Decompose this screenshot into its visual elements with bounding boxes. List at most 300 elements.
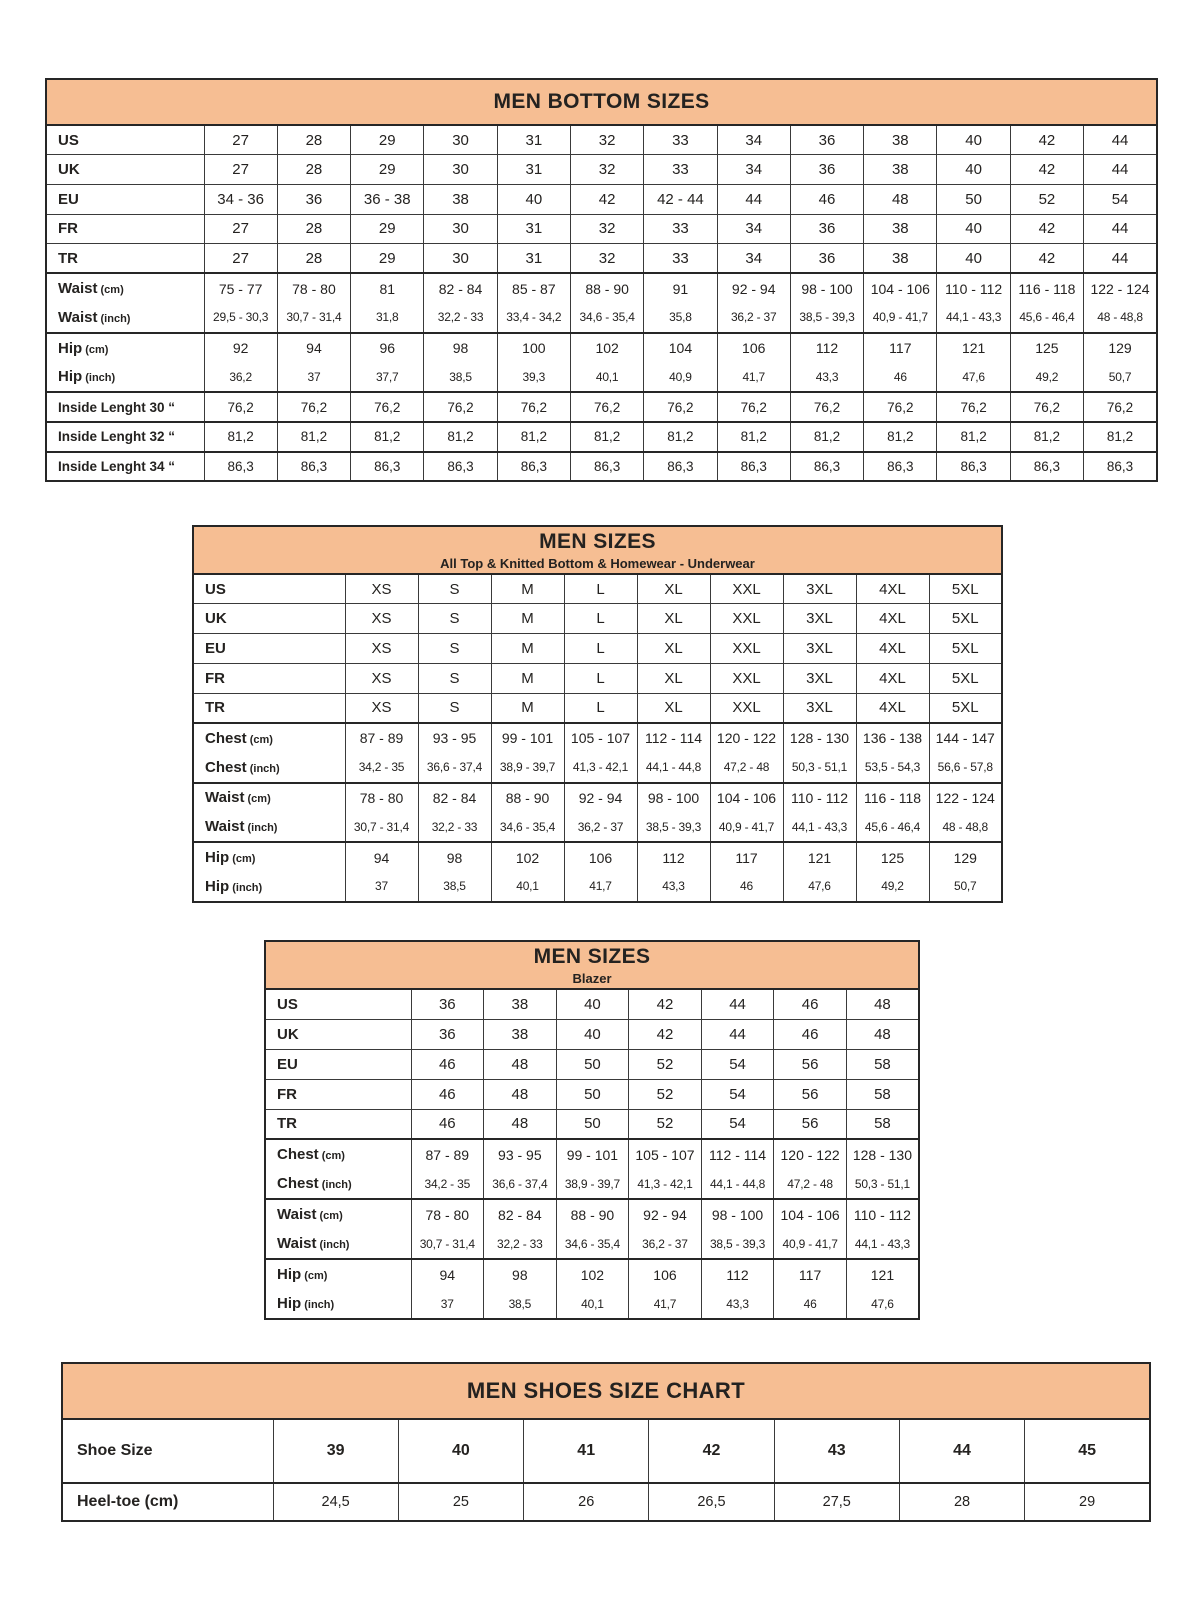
size-cell: 42 <box>629 989 702 1019</box>
size-cell: 40 <box>556 1019 629 1049</box>
size-cell: 81,2 <box>424 422 497 452</box>
table-row <box>193 693 1002 723</box>
table-row <box>46 392 1157 422</box>
table-header-row <box>193 526 1002 574</box>
table-row <box>46 303 1157 333</box>
size-cell: 40,1 <box>491 872 564 902</box>
size-cell: 86,3 <box>644 452 717 482</box>
size-cell: XS <box>345 693 418 723</box>
size-cell: 38 <box>424 184 497 214</box>
size-cell: XL <box>637 604 710 634</box>
table-row <box>265 1199 919 1229</box>
size-cell: 50,3 - 51,1 <box>846 1169 919 1199</box>
size-cell: S <box>418 693 491 723</box>
row-label: EU <box>193 634 345 664</box>
size-cell: 47,2 - 48 <box>774 1169 847 1199</box>
table-title: MEN SHOES SIZE CHART <box>466 1378 746 1403</box>
size-cell: 129 <box>929 842 1002 872</box>
size-cell: 26,5 <box>649 1483 774 1521</box>
size-cell: 44,1 - 43,3 <box>783 812 856 842</box>
size-cell: 86,3 <box>424 452 497 482</box>
size-cell: 30 <box>424 125 497 155</box>
size-cell: 4XL <box>856 604 929 634</box>
size-cell: 3XL <box>783 693 856 723</box>
size-cell: 38,9 - 39,7 <box>556 1169 629 1199</box>
size-cell: 36 <box>411 1019 484 1049</box>
table-body <box>193 574 1002 902</box>
size-cell: XS <box>345 634 418 664</box>
men-shoes-size-chart-table <box>61 1362 1151 1522</box>
size-cell: M <box>491 574 564 604</box>
size-cell: XL <box>637 574 710 604</box>
size-cell: 38,9 - 39,7 <box>491 753 564 783</box>
size-cell: 44,1 - 43,3 <box>846 1229 919 1259</box>
size-cell: 117 <box>710 842 783 872</box>
size-cell: 87 - 89 <box>411 1139 484 1169</box>
size-cell: XL <box>637 693 710 723</box>
size-cell: 40 <box>497 184 570 214</box>
row-label: Waist (inch) <box>193 812 345 842</box>
size-cell: 32 <box>570 244 643 274</box>
table-body <box>62 1419 1150 1521</box>
size-cell: 37 <box>277 363 350 393</box>
size-cell: 32 <box>570 214 643 244</box>
size-cell: 50,3 - 51,1 <box>783 753 856 783</box>
size-cell: 81,2 <box>570 422 643 452</box>
size-cell: 94 <box>345 842 418 872</box>
size-cell: 112 - 114 <box>701 1139 774 1169</box>
row-label: Waist (cm) <box>193 783 345 813</box>
size-cell: 26 <box>524 1483 649 1521</box>
size-cell: S <box>418 663 491 693</box>
row-label: FR <box>46 214 204 244</box>
size-cell: 86,3 <box>1084 452 1157 482</box>
table-row <box>46 125 1157 155</box>
table-row <box>46 184 1157 214</box>
table-row <box>62 1419 1150 1483</box>
size-cell: 144 - 147 <box>929 723 1002 753</box>
size-cell: 50 <box>556 1109 629 1139</box>
row-label: Chest (cm) <box>193 723 345 753</box>
size-cell: 36 <box>411 989 484 1019</box>
size-cell: L <box>564 574 637 604</box>
size-cell: 34,2 - 35 <box>345 753 418 783</box>
size-cell: 92 - 94 <box>717 273 790 303</box>
size-cell: 47,6 <box>937 363 1010 393</box>
size-cell: 54 <box>701 1109 774 1139</box>
row-label: EU <box>46 184 204 214</box>
size-cell: 5XL <box>929 604 1002 634</box>
table-title: MEN SIZES <box>539 529 656 553</box>
size-cell: 46 <box>864 363 937 393</box>
size-cell: 56 <box>774 1079 847 1109</box>
size-cell: 29 <box>1025 1483 1150 1521</box>
size-cell: 28 <box>277 244 350 274</box>
size-cell: 40 <box>937 214 1010 244</box>
size-cell: 99 - 101 <box>556 1139 629 1169</box>
table-row <box>193 604 1002 634</box>
size-cell: 38 <box>484 1019 557 1049</box>
size-cell: 82 - 84 <box>484 1199 557 1229</box>
size-cell: XL <box>637 634 710 664</box>
size-cell: 29,5 - 30,3 <box>204 303 277 333</box>
size-cell: 4XL <box>856 634 929 664</box>
men-sizes-blazer-section <box>264 940 920 1320</box>
size-cell: 81,2 <box>497 422 570 452</box>
size-cell: 42 <box>1010 214 1083 244</box>
size-cell: 43,3 <box>790 363 863 393</box>
size-cell: 42 <box>570 184 643 214</box>
men-bottom-sizes-section <box>45 78 1158 482</box>
size-cell: 33 <box>644 214 717 244</box>
size-cell: 81,2 <box>351 422 424 452</box>
size-cell: 4XL <box>856 663 929 693</box>
size-cell: L <box>564 663 637 693</box>
size-cell: 37,7 <box>351 363 424 393</box>
size-cell: 76,2 <box>424 392 497 422</box>
size-cell: 50,7 <box>1084 363 1157 393</box>
table-row <box>265 1259 919 1289</box>
size-cell: 88 - 90 <box>570 273 643 303</box>
size-cell: 76,2 <box>1084 392 1157 422</box>
size-cell: 5XL <box>929 663 1002 693</box>
size-cell: 40,9 <box>644 363 717 393</box>
size-cell: 100 <box>497 333 570 363</box>
size-cell: 76,2 <box>351 392 424 422</box>
size-cell: 81,2 <box>717 422 790 452</box>
size-cell: 76,2 <box>717 392 790 422</box>
size-cell: 30,7 - 31,4 <box>345 812 418 842</box>
size-cell: 40 <box>556 989 629 1019</box>
size-cell: 4XL <box>856 574 929 604</box>
size-cell: 27 <box>204 244 277 274</box>
size-cell: 43,3 <box>637 872 710 902</box>
size-cell: 106 <box>717 333 790 363</box>
size-cell: 39 <box>273 1419 398 1483</box>
size-cell: 98 - 100 <box>637 783 710 813</box>
size-cell: 78 - 80 <box>345 783 418 813</box>
size-cell: 48 <box>846 1019 919 1049</box>
size-cell: 38 <box>864 214 937 244</box>
size-cell: 76,2 <box>864 392 937 422</box>
row-label: UK <box>265 1019 411 1049</box>
table-row <box>193 663 1002 693</box>
row-label: Waist (inch) <box>46 303 204 333</box>
size-cell: 120 - 122 <box>710 723 783 753</box>
size-cell: 43 <box>774 1419 899 1483</box>
size-cell: 112 - 114 <box>637 723 710 753</box>
size-cell: 38,5 <box>484 1289 557 1319</box>
table-body <box>46 125 1157 481</box>
size-cell: 129 <box>1084 333 1157 363</box>
size-cell: 46 <box>411 1079 484 1109</box>
size-cell: 96 <box>351 333 424 363</box>
row-label: TR <box>46 244 204 274</box>
size-cell: 36 <box>790 244 863 274</box>
size-cell: 86,3 <box>717 452 790 482</box>
size-cell: 40 <box>937 244 1010 274</box>
row-label: TR <box>265 1109 411 1139</box>
row-label: Waist (inch) <box>265 1229 411 1259</box>
size-cell: 3XL <box>783 663 856 693</box>
size-cell: 36 <box>277 184 350 214</box>
table-row <box>193 842 1002 872</box>
size-cell: 88 - 90 <box>491 783 564 813</box>
size-cell: XXL <box>710 693 783 723</box>
row-label: US <box>46 125 204 155</box>
size-cell: 117 <box>774 1259 847 1289</box>
men-sizes-top-table <box>192 525 1003 903</box>
size-cell: 27 <box>204 125 277 155</box>
size-cell: 34,6 - 35,4 <box>570 303 643 333</box>
size-cell: 76,2 <box>570 392 643 422</box>
size-cell: 38 <box>864 125 937 155</box>
size-cell: 37 <box>411 1289 484 1319</box>
size-cell: 117 <box>864 333 937 363</box>
size-cell: 40,1 <box>556 1289 629 1319</box>
size-cell: 46 <box>774 1019 847 1049</box>
size-cell: XXL <box>710 574 783 604</box>
size-cell: M <box>491 634 564 664</box>
size-cell: 31 <box>497 155 570 185</box>
size-cell: L <box>564 634 637 664</box>
size-cell: 52 <box>1010 184 1083 214</box>
row-label: FR <box>193 663 345 693</box>
size-cell: 81,2 <box>1010 422 1083 452</box>
size-cell: 46 <box>710 872 783 902</box>
size-cell: M <box>491 663 564 693</box>
size-cell: 53,5 - 54,3 <box>856 753 929 783</box>
size-cell: 81,2 <box>790 422 863 452</box>
size-cell: 42 <box>1010 125 1083 155</box>
row-label: Hip (cm) <box>193 842 345 872</box>
size-cell: 30,7 - 31,4 <box>277 303 350 333</box>
size-cell: 42 <box>1010 244 1083 274</box>
size-cell: 30 <box>424 244 497 274</box>
size-cell: 34,6 - 35,4 <box>556 1229 629 1259</box>
size-cell: 46 <box>790 184 863 214</box>
size-cell: 110 - 112 <box>937 273 1010 303</box>
size-cell: 112 <box>701 1259 774 1289</box>
size-cell: 128 - 130 <box>846 1139 919 1169</box>
size-cell: 125 <box>1010 333 1083 363</box>
table-row <box>46 452 1157 482</box>
size-cell: 75 - 77 <box>204 273 277 303</box>
size-cell: 30 <box>424 155 497 185</box>
size-cell: 44 <box>701 1019 774 1049</box>
size-cell: 3XL <box>783 574 856 604</box>
size-cell: 3XL <box>783 634 856 664</box>
table-row <box>265 1109 919 1139</box>
size-cell: 44,1 - 43,3 <box>937 303 1010 333</box>
size-cell: 38,5 - 39,3 <box>701 1229 774 1259</box>
size-cell: 76,2 <box>497 392 570 422</box>
size-cell: 81,2 <box>204 422 277 452</box>
size-cell: 33 <box>644 155 717 185</box>
size-cell: 27 <box>204 155 277 185</box>
size-cell: 48 <box>846 989 919 1019</box>
table-row <box>265 989 919 1019</box>
table-title: MEN SIZES <box>533 944 651 968</box>
table-title: MEN BOTTOM SIZES <box>493 90 710 113</box>
table-row <box>265 1049 919 1079</box>
size-cell: 78 - 80 <box>277 273 350 303</box>
size-cell: L <box>564 604 637 634</box>
size-cell: 58 <box>846 1079 919 1109</box>
table-row <box>46 155 1157 185</box>
row-label: Hip (inch) <box>265 1289 411 1319</box>
size-cell: 120 - 122 <box>774 1139 847 1169</box>
size-cell: 94 <box>411 1259 484 1289</box>
size-cell: 28 <box>277 125 350 155</box>
size-cell: 48 <box>484 1079 557 1109</box>
row-label: UK <box>193 604 345 634</box>
size-cell: 50 <box>937 184 1010 214</box>
size-cell: 29 <box>351 155 424 185</box>
size-cell: 52 <box>629 1049 702 1079</box>
table-row <box>46 363 1157 393</box>
size-cell: 38 <box>484 989 557 1019</box>
table-header-row <box>62 1363 1150 1419</box>
size-cell: 32 <box>570 125 643 155</box>
size-cell: M <box>491 693 564 723</box>
size-cell: 81 <box>351 273 424 303</box>
row-label: TR <box>193 693 345 723</box>
size-cell: 76,2 <box>204 392 277 422</box>
size-cell: 76,2 <box>937 392 1010 422</box>
size-cell: 38,5 <box>424 363 497 393</box>
row-label: UK <box>46 155 204 185</box>
size-cell: 40 <box>937 125 1010 155</box>
size-cell: 38,5 - 39,3 <box>637 812 710 842</box>
size-cell: 58 <box>846 1049 919 1079</box>
size-cell: 44 <box>1084 244 1157 274</box>
size-cell: 44 <box>899 1419 1024 1483</box>
size-cell: S <box>418 604 491 634</box>
size-cell: 27,5 <box>774 1483 899 1521</box>
size-cell: 92 <box>204 333 277 363</box>
size-cell: 36 <box>790 214 863 244</box>
size-cell: 27 <box>204 214 277 244</box>
size-cell: 44 <box>1084 214 1157 244</box>
table-row <box>265 1019 919 1049</box>
size-cell: 91 <box>644 273 717 303</box>
size-cell: 102 <box>491 842 564 872</box>
size-cell: 48 <box>484 1109 557 1139</box>
size-cell: 33,4 - 34,2 <box>497 303 570 333</box>
size-cell: 81,2 <box>644 422 717 452</box>
row-label: Inside Lenght 30 “ <box>46 392 204 422</box>
size-cell: 32 <box>570 155 643 185</box>
size-cell: 46 <box>774 989 847 1019</box>
row-label: Waist (cm) <box>265 1199 411 1229</box>
size-cell: 81,2 <box>937 422 1010 452</box>
size-cell: 31 <box>497 244 570 274</box>
size-cell: 40,9 - 41,7 <box>864 303 937 333</box>
size-cell: 54 <box>701 1079 774 1109</box>
table-row <box>193 812 1002 842</box>
size-cell: 49,2 <box>1010 363 1083 393</box>
size-cell: 28 <box>277 214 350 244</box>
size-cell: 38 <box>864 155 937 185</box>
size-cell: 36 <box>790 125 863 155</box>
size-cell: 41 <box>524 1419 649 1483</box>
size-cell: M <box>491 604 564 634</box>
size-cell: 36,6 - 37,4 <box>418 753 491 783</box>
size-cell: 44,1 - 44,8 <box>637 753 710 783</box>
size-cell: 116 - 118 <box>1010 273 1083 303</box>
row-label: Chest (inch) <box>193 753 345 783</box>
size-cell: S <box>418 634 491 664</box>
size-cell: 88 - 90 <box>556 1199 629 1229</box>
table-row <box>265 1139 919 1169</box>
size-cell: 112 <box>790 333 863 363</box>
size-cell: 44 <box>1084 155 1157 185</box>
size-cell: S <box>418 574 491 604</box>
size-cell: 78 - 80 <box>411 1199 484 1229</box>
row-label: Chest (cm) <box>265 1139 411 1169</box>
size-cell: 122 - 124 <box>1084 273 1157 303</box>
size-cell: 29 <box>351 214 424 244</box>
size-cell: 116 - 118 <box>856 783 929 813</box>
table-row <box>193 783 1002 813</box>
size-cell: 92 - 94 <box>564 783 637 813</box>
size-cell: 98 <box>418 842 491 872</box>
size-cell: 52 <box>629 1109 702 1139</box>
size-cell: 102 <box>570 333 643 363</box>
table-row <box>193 872 1002 902</box>
size-cell: 40 <box>398 1419 523 1483</box>
table-row <box>193 753 1002 783</box>
size-cell: 34,6 - 35,4 <box>491 812 564 842</box>
size-cell: 34 <box>717 125 790 155</box>
table-row <box>265 1079 919 1109</box>
table-row <box>46 422 1157 452</box>
size-cell: 82 - 84 <box>424 273 497 303</box>
size-cell: 45,6 - 46,4 <box>1010 303 1083 333</box>
size-cell: 29 <box>351 244 424 274</box>
size-cell: XL <box>637 663 710 693</box>
size-cell: 98 <box>424 333 497 363</box>
table-row <box>46 273 1157 303</box>
size-cell: 86,3 <box>351 452 424 482</box>
size-cell: 47,2 - 48 <box>710 753 783 783</box>
table-row <box>265 1289 919 1319</box>
size-cell: 81,2 <box>1084 422 1157 452</box>
size-cell: 40,1 <box>570 363 643 393</box>
size-cell: 24,5 <box>273 1483 398 1521</box>
size-cell: 45 <box>1025 1419 1150 1483</box>
row-label: Hip (cm) <box>265 1259 411 1289</box>
size-cell: 41,7 <box>629 1289 702 1319</box>
size-cell: 41,3 - 42,1 <box>629 1169 702 1199</box>
size-cell: 87 - 89 <box>345 723 418 753</box>
size-cell: 93 - 95 <box>418 723 491 753</box>
size-cell: 31 <box>497 125 570 155</box>
size-cell: 76,2 <box>277 392 350 422</box>
size-cell: 29 <box>351 125 424 155</box>
size-cell: 35,8 <box>644 303 717 333</box>
size-cell: 36,2 <box>204 363 277 393</box>
size-cell: 128 - 130 <box>783 723 856 753</box>
size-cell: 86,3 <box>277 452 350 482</box>
size-cell: 85 - 87 <box>497 273 570 303</box>
size-cell: 102 <box>556 1259 629 1289</box>
size-cell: 81,2 <box>864 422 937 452</box>
size-cell: 54 <box>701 1049 774 1079</box>
size-cell: 45,6 - 46,4 <box>856 812 929 842</box>
size-cell: 136 - 138 <box>856 723 929 753</box>
